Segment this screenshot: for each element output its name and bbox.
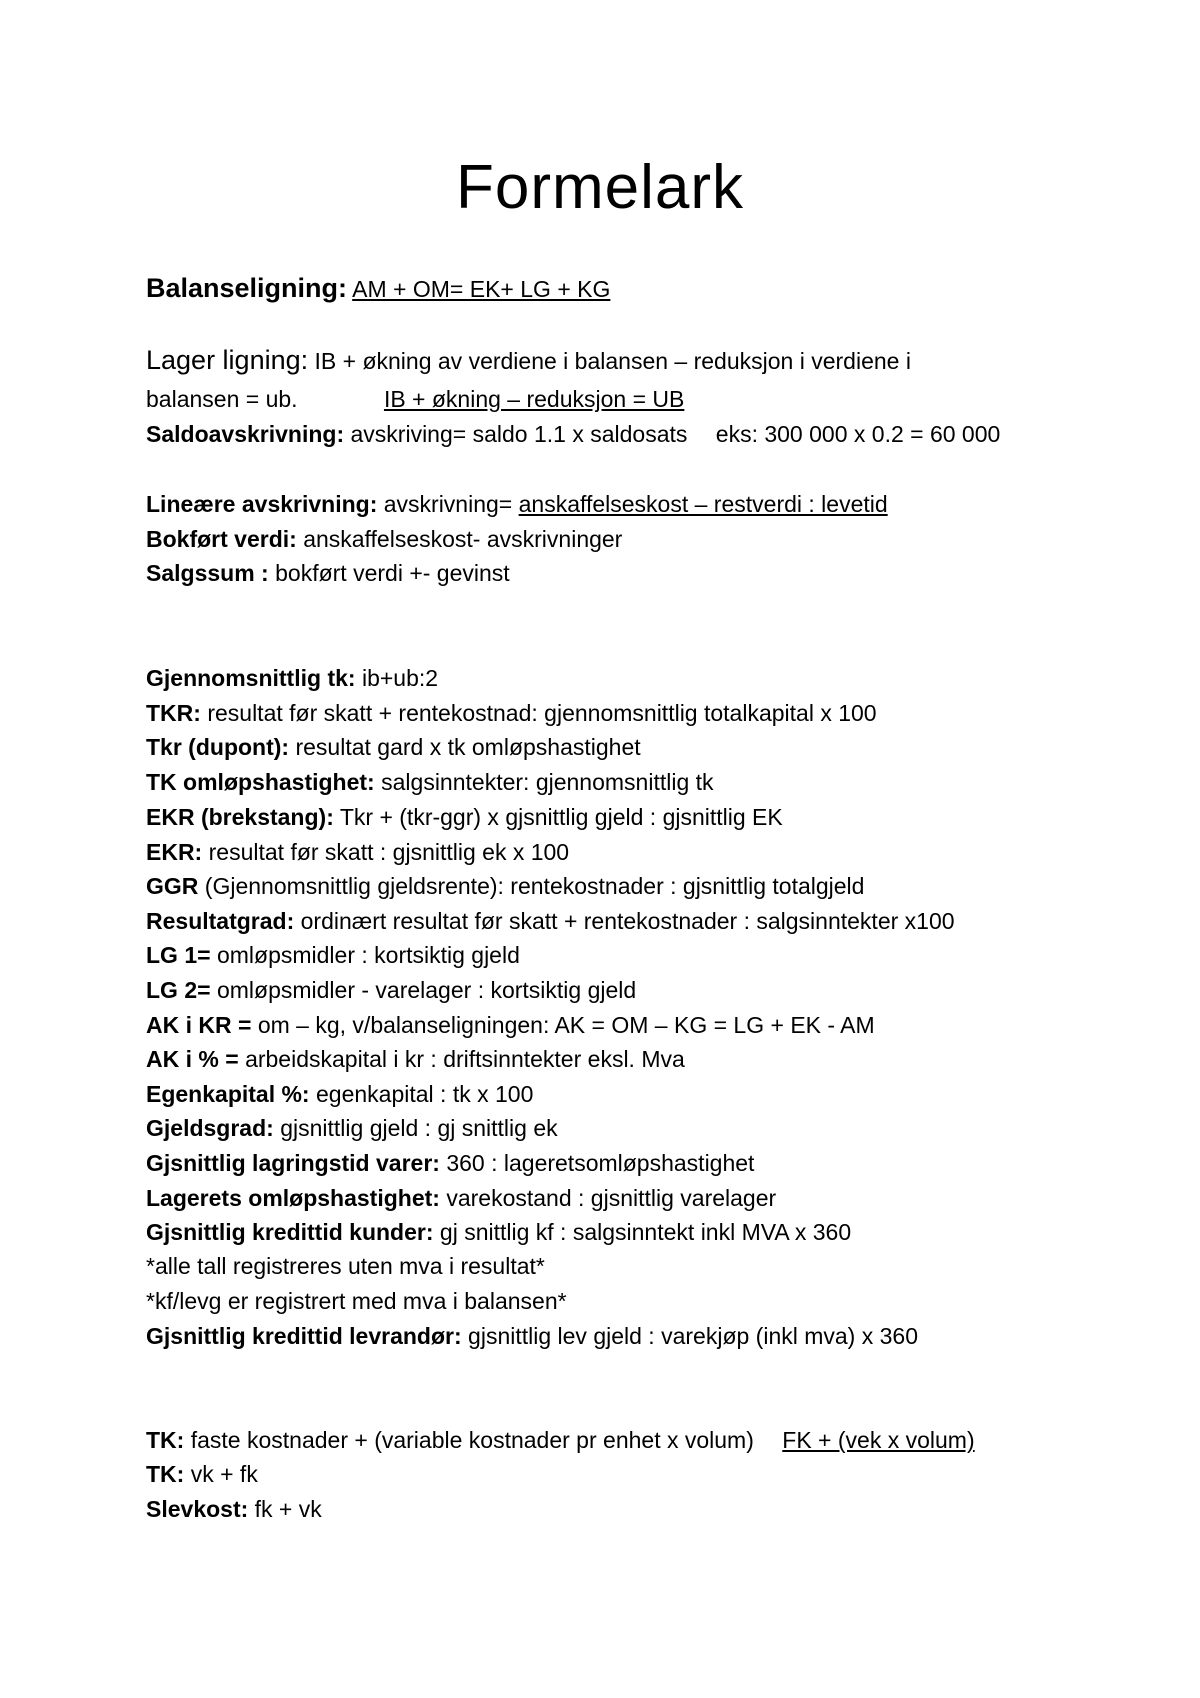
balanse-formula: AM + OM= EK+ LG + KG xyxy=(352,276,611,302)
ratio-text: Tkr + (tkr-ggr) x gjsnittlig gjeld : gjsnittlig EK xyxy=(339,804,783,830)
balanse-label: Balanseligning: xyxy=(146,273,348,303)
saldo-label: Saldoavskrivning: xyxy=(146,421,345,447)
lager-line-2 xyxy=(146,385,684,413)
note-line: *kf/levg er registrert med mva i balansen* xyxy=(146,1288,567,1314)
ratio-text: salgsinntekter: gjennomsnittlig tk xyxy=(381,769,714,795)
ratio-label: Gjsnittlig lagringstid varer: xyxy=(146,1150,440,1176)
salgssum-line xyxy=(146,559,510,587)
page-title: Formelark xyxy=(455,153,745,222)
ratio-text: varekostand : gjsnittlig varelager xyxy=(446,1185,777,1211)
ratio-label: LG 2= xyxy=(146,977,211,1003)
salgssum-label: Salgssum : xyxy=(146,560,269,586)
tk-text: vk + fk xyxy=(190,1461,258,1487)
ratio-label: Egenkapital %: xyxy=(146,1081,310,1107)
tk-line-1 xyxy=(146,1426,975,1454)
ratio-line xyxy=(146,1149,754,1177)
levrandor-text: gjsnittlig lev gjeld : varekjøp (inkl mva) x 360 xyxy=(468,1323,918,1349)
ratio-label: LG 1= xyxy=(146,942,211,968)
ratio-text: ordinært resultat før skatt + rentekostnader : salgsinntekter x100 xyxy=(300,908,955,934)
ratio-text: arbeidskapital i kr : driftsinntekter eksl. Mva xyxy=(245,1046,685,1072)
salgssum-text: bokført verdi +- gevinst xyxy=(275,560,510,586)
ratio-line xyxy=(146,803,783,831)
ratio-line xyxy=(146,1218,851,1246)
ratio-text: gj snittlig kf : salgsinntekt inkl MVA x 360 xyxy=(439,1219,852,1245)
ratio-line xyxy=(146,1011,875,1039)
lager-line-1 xyxy=(146,346,911,375)
ratio-text: resultat før skatt + rentekostnad: gjennomsnittlig totalkapital x 100 xyxy=(207,700,877,726)
ratio-label: Gjsnittlig kredittid kunder: xyxy=(146,1219,434,1245)
lager-text-2: balansen = ub. xyxy=(146,386,298,412)
saldo-line xyxy=(146,420,1000,448)
lineaer-formula: anskaffelseskost – restverdi : levetid xyxy=(518,491,888,517)
lineaer-line xyxy=(146,490,888,518)
ratio-label: AK i % = xyxy=(146,1046,239,1072)
saldo-example: eks: 300 000 x 0.2 = 60 000 xyxy=(715,421,1001,447)
ratio-line xyxy=(146,907,955,935)
ratio-line xyxy=(146,1080,533,1108)
ratio-text: (Gjennomsnittlig gjeldsrente): rentekostnader : gjsnittlig totalgjeld xyxy=(204,873,865,899)
ratio-text: omløpsmidler : kortsiktig gjeld xyxy=(216,942,520,968)
levrandor-line xyxy=(146,1322,918,1350)
ratio-line xyxy=(146,838,569,866)
balanse-line xyxy=(146,274,610,303)
bokfort-text: anskaffelseskost- avskrivninger xyxy=(303,526,623,552)
ratio-text: 360 : lageretsomløpshastighet xyxy=(446,1150,755,1176)
lager-label: Lager ligning: xyxy=(146,345,309,375)
lager-text-1: IB + økning av verdiene i balansen – reduksjon i verdiene i xyxy=(314,348,911,374)
tk-formula: FK + (vek x volum) xyxy=(782,1427,975,1453)
ratio-text: resultat gard x tk omløpshastighet xyxy=(295,734,641,760)
tk-label: TK: xyxy=(146,1461,185,1487)
ratio-text: gjsnittlig gjeld : gj snittlig ek xyxy=(280,1115,558,1141)
levrandor-label: Gjsnittlig kredittid levrandør: xyxy=(146,1323,462,1349)
ratio-line xyxy=(146,1184,776,1212)
ratio-label: TKR: xyxy=(146,700,201,726)
ratio-line xyxy=(146,1114,558,1142)
ratio-label: Gjeldsgrad: xyxy=(146,1115,274,1141)
ratio-line xyxy=(146,664,438,692)
lineaer-text: avskrivning= xyxy=(383,491,513,517)
ratio-line xyxy=(146,872,864,900)
ratio-label: TK omløpshastighet: xyxy=(146,769,375,795)
saldo-text: avskriving= saldo 1.1 x saldosats xyxy=(350,421,688,447)
selvkost-label: Slevkost: xyxy=(146,1496,249,1522)
ratio-label: Lagerets omløpshastighet: xyxy=(146,1185,440,1211)
ratio-label: Tkr (dupont): xyxy=(146,734,290,760)
ratio-label: EKR: xyxy=(146,839,203,865)
ratio-label: AK i KR = xyxy=(146,1012,252,1038)
ratio-text: egenkapital : tk x 100 xyxy=(316,1081,534,1107)
lager-formula: IB + økning – reduksjon = UB xyxy=(383,386,685,412)
ratio-label: GGR xyxy=(146,873,199,899)
ratio-label: EKR (brekstang): xyxy=(146,804,334,830)
ratio-label: Gjennomsnittlig tk: xyxy=(146,665,356,691)
ratio-label: Resultatgrad: xyxy=(146,908,295,934)
ratio-text: ib+ub:2 xyxy=(361,665,439,691)
selvkost-line xyxy=(146,1495,322,1523)
note-line: *alle tall registreres uten mva i resultat* xyxy=(146,1253,545,1279)
ratio-line xyxy=(146,1045,685,1073)
bokfort-label: Bokført verdi: xyxy=(146,526,297,552)
ratio-line xyxy=(146,768,714,796)
selvkost-text: fk + vk xyxy=(254,1496,322,1522)
ratio-text: omløpsmidler - varelager : kortsiktig gjeld xyxy=(216,977,637,1003)
tk-label: TK: xyxy=(146,1427,185,1453)
ratio-line xyxy=(146,976,636,1004)
tk-line-2 xyxy=(146,1460,258,1488)
ratio-text: om – kg, v/balanseligningen: AK = OM – KG = LG + EK - AM xyxy=(257,1012,875,1038)
ratio-line xyxy=(146,941,520,969)
tk-text: faste kostnader + (variable kostnader pr enhet x volum) xyxy=(190,1427,754,1453)
lineaer-label: Lineære avskrivning: xyxy=(146,491,378,517)
bokfort-line xyxy=(146,525,622,553)
ratio-line xyxy=(146,733,641,761)
ratio-text: resultat før skatt : gjsnittlig ek x 100 xyxy=(208,839,570,865)
ratio-line xyxy=(146,699,877,727)
